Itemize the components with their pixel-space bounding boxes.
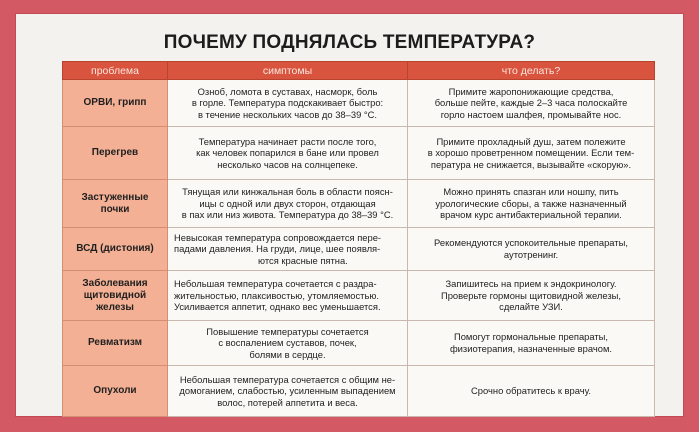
action-line: пература не снижается, вызывайте «скорую».: [430, 158, 632, 170]
problem-cell: [63, 228, 168, 271]
symptoms-line: болями в сердце.: [249, 348, 326, 360]
action-line: сделайте УЗИ.: [499, 301, 563, 313]
symptoms-cell: [168, 321, 408, 366]
action-line: Рекомендуются успокоительные препараты,: [434, 237, 628, 249]
action-line: Запишитесь на прием к эндокринологу.: [445, 278, 617, 290]
action-cell: [408, 228, 655, 271]
symptoms-line: как человек попарился в бане или провел: [196, 147, 379, 159]
symptoms-line: падами давления. На груди, лице, шее появля-: [174, 243, 381, 255]
action-line: горло настоем шалфея, промывайте нос.: [440, 108, 622, 120]
header-problem: проблема: [63, 62, 168, 80]
problem-line: Опухоли: [93, 385, 137, 396]
table-row: [63, 271, 655, 321]
action-line: Примите прохладный душ, затем полежите: [436, 135, 626, 147]
action-cell: [408, 366, 655, 417]
symptoms-cell: [168, 366, 408, 417]
symptoms-line: Тянущая или кинжальная боль в области поясн-: [182, 186, 393, 198]
problem-cell: [63, 127, 168, 180]
action-line: Срочно обратитесь к врачу.: [471, 385, 591, 397]
symptoms-line: Невысокая температура сопровождается пере-: [174, 231, 382, 243]
problem-line: Перегрев: [91, 147, 139, 158]
header-action: что делать?: [408, 62, 655, 80]
action-line: Можно принять спазган или ношпу, пить: [443, 186, 619, 198]
action-cell: [408, 127, 655, 180]
action-line: Примите жаропонижающие средства,: [448, 85, 614, 97]
symptoms-line: Небольшая температура сочетается с общим не-: [179, 373, 396, 385]
symptoms-line: в горле. Температура подскакивает быстро:: [191, 97, 384, 109]
symptoms-cell: [168, 271, 408, 321]
table-row: [63, 228, 655, 271]
problem-line: почки: [100, 203, 130, 215]
symptoms-cell: [168, 127, 408, 180]
symptoms-line: волос, потерей аппетита и веса.: [217, 396, 358, 408]
problem-cell: [63, 366, 168, 417]
symptoms-cell: [168, 228, 408, 271]
problem-cell: [63, 321, 168, 366]
problem-line: ВСД (дистония): [76, 243, 154, 254]
temperature-table: [62, 61, 655, 417]
table-row: [63, 180, 655, 228]
problem-line: Застуженные: [81, 191, 149, 203]
symptoms-line: Температура начинает расти после того,: [198, 135, 377, 147]
symptoms-line: с воспалением суставов, почек,: [218, 337, 357, 349]
table-row: [63, 127, 655, 180]
action-cell: [408, 80, 655, 127]
problem-cell: [63, 180, 168, 228]
symptoms-line: ицы с одной или двух сторон, отдающая: [199, 197, 376, 209]
table-header-row: [63, 62, 655, 80]
action-cell: [408, 271, 655, 321]
action-line: Проверьте гормоны щитовидной железы,: [440, 289, 621, 301]
page-title: ПОЧЕМУ ПОДНЯЛАСЬ ТЕМПЕРАТУРА?: [163, 32, 536, 53]
problem-line: ОРВИ, грипп: [83, 97, 147, 108]
symptoms-line: Повышение температуры сочетается: [206, 325, 369, 337]
problem-cell: [63, 271, 168, 321]
header-symptoms: симптомы: [168, 62, 408, 80]
table-row: [63, 80, 655, 127]
action-line: физиотерапия, назначенные врачом.: [449, 343, 613, 354]
symptoms-line: домоганием, слабостью, усиленным выпадением: [179, 385, 396, 397]
symptoms-line: Небольшая температура сочетается с раздра-: [174, 278, 377, 290]
symptoms-line: в течение нескольких часов до 38–39 °С.: [197, 108, 378, 120]
action-cell: [408, 321, 655, 366]
action-line: врачом курс антибактериальной терапии.: [440, 209, 622, 221]
action-line: в хорошо проветренном помещении. Если тем-: [427, 147, 635, 159]
action-line: больше пейте, каждые 2–3 часа полоскайте: [434, 97, 628, 109]
symptoms-line: ются красные пятна.: [258, 254, 348, 266]
problem-line: щитовидной: [83, 289, 147, 301]
problem-line: Ревматизм: [88, 337, 142, 348]
problem-line: железы: [96, 301, 134, 313]
problem-cell: [63, 80, 168, 127]
symptoms-line: жительностью, плаксивостью, утомляемостью.: [174, 289, 379, 301]
action-line: урологические сборы, а также назначенный: [435, 197, 627, 209]
symptoms-line: Озноб, ломота в суставах, насморк, боль: [197, 85, 378, 97]
symptoms-cell: [168, 80, 408, 127]
infographic-card: [16, 14, 683, 416]
table-row: [63, 321, 655, 366]
action-cell: [408, 180, 655, 228]
symptoms-cell: [168, 180, 408, 228]
problem-line: Заболевания: [82, 277, 148, 289]
symptoms-line: несколько часов на солнцепеке.: [217, 158, 358, 170]
symptoms-line: Усиливается аппетит, однако вес уменьшается.: [174, 301, 381, 313]
symptoms-line: в пах или низ живота. Температура до 38–39 °С.: [181, 209, 394, 221]
action-line: аутотренинг.: [503, 249, 559, 260]
action-line: Помогут гормональные препараты,: [453, 331, 609, 343]
table-row: [63, 366, 655, 417]
